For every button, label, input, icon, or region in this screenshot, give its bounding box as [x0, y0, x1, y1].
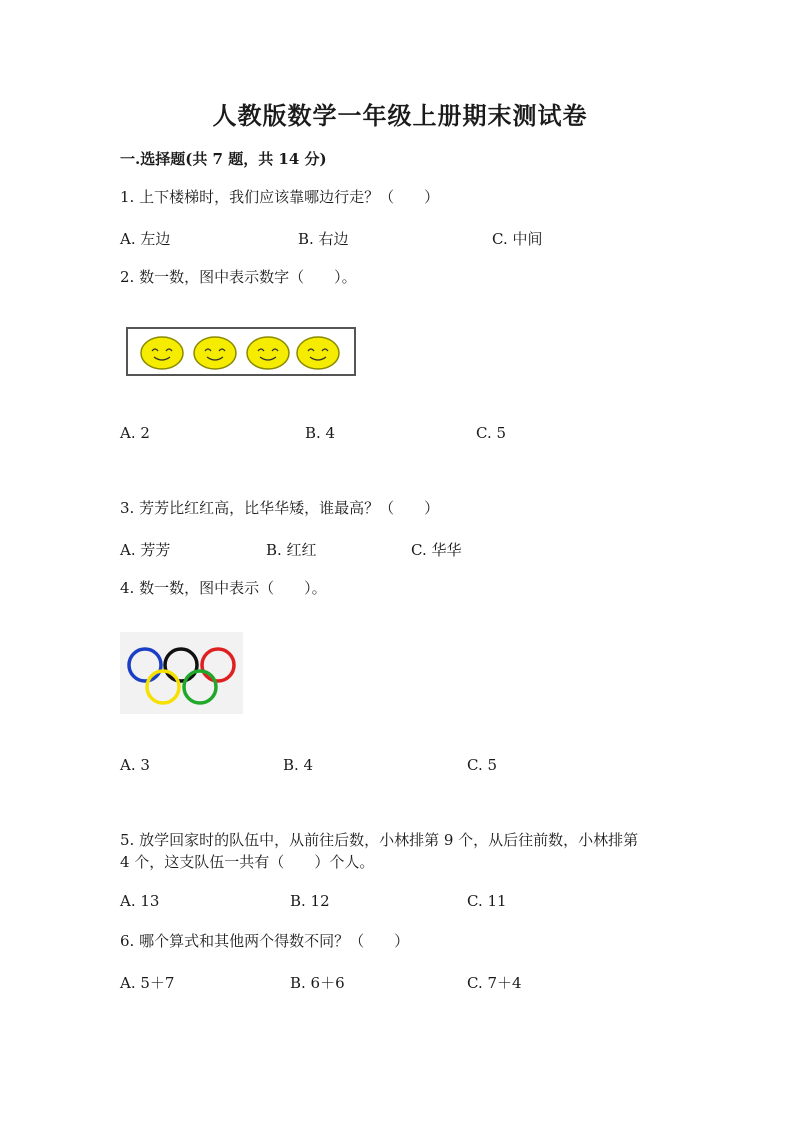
q1-option-a: A. 左边 [120, 230, 171, 248]
green-ring [184, 671, 216, 703]
q3-option-c: C. 华华 [411, 541, 462, 559]
smiley-face-icon [247, 337, 289, 369]
q5-option-b: B. 12 [290, 892, 330, 910]
q1-option-c: C. 中间 [492, 230, 543, 248]
smiley-figure [126, 327, 356, 376]
q3-option-b: B. 红红 [266, 541, 317, 559]
question-4: 4. 数一数，图中表示（ ）。 [120, 579, 327, 597]
q6-option-a: A. 5＋7 [120, 974, 175, 992]
question-6: 6. 哪个算式和其他两个得数不同？（ ） [120, 932, 410, 950]
question-5-line-2: 4 个，这支队伍一共有（ ）个人。 [120, 853, 375, 871]
section-heading: 一.选择题(共 7 题，共 14 分) [120, 150, 327, 168]
q2-option-c: C. 5 [476, 424, 507, 442]
yellow-ring [147, 671, 179, 703]
q1-option-b: B. 右边 [298, 230, 349, 248]
q4-option-c: C. 5 [467, 756, 498, 774]
red-ring [202, 649, 234, 681]
question-5-line-1: 5. 放学回家时的队伍中，从前往后数，小林排第 9 个，从后往前数，小林排第 [120, 831, 639, 849]
question-2: 2. 数一数，图中表示数字（ ）。 [120, 268, 357, 286]
page-title: 人教版数学一年级上册期末测试卷 [212, 101, 588, 130]
q4-option-b: B. 4 [283, 756, 314, 774]
q4-option-a: A. 3 [120, 756, 150, 774]
smiley-faces [128, 329, 354, 374]
q6-option-c: C. 7＋4 [467, 974, 522, 992]
black-ring [165, 649, 197, 681]
olympic-rings-figure [120, 632, 243, 714]
q2-option-a: A. 2 [120, 424, 150, 442]
question-1: 1. 上下楼梯时，我们应该靠哪边行走？（ ） [120, 188, 440, 206]
blue-ring [129, 649, 161, 681]
q2-option-b: B. 4 [305, 424, 336, 442]
q3-option-a: A. 芳芳 [120, 541, 171, 559]
smiley-face-icon [297, 337, 339, 369]
smiley-face-icon [194, 337, 236, 369]
q5-option-a: A. 13 [120, 892, 160, 910]
smiley-face-icon [141, 337, 183, 369]
q6-option-b: B. 6＋6 [290, 974, 345, 992]
q5-option-c: C. 11 [467, 892, 507, 910]
olympic-rings [120, 632, 243, 714]
question-3: 3. 芳芳比红红高，比华华矮，谁最高？（ ） [120, 499, 440, 517]
